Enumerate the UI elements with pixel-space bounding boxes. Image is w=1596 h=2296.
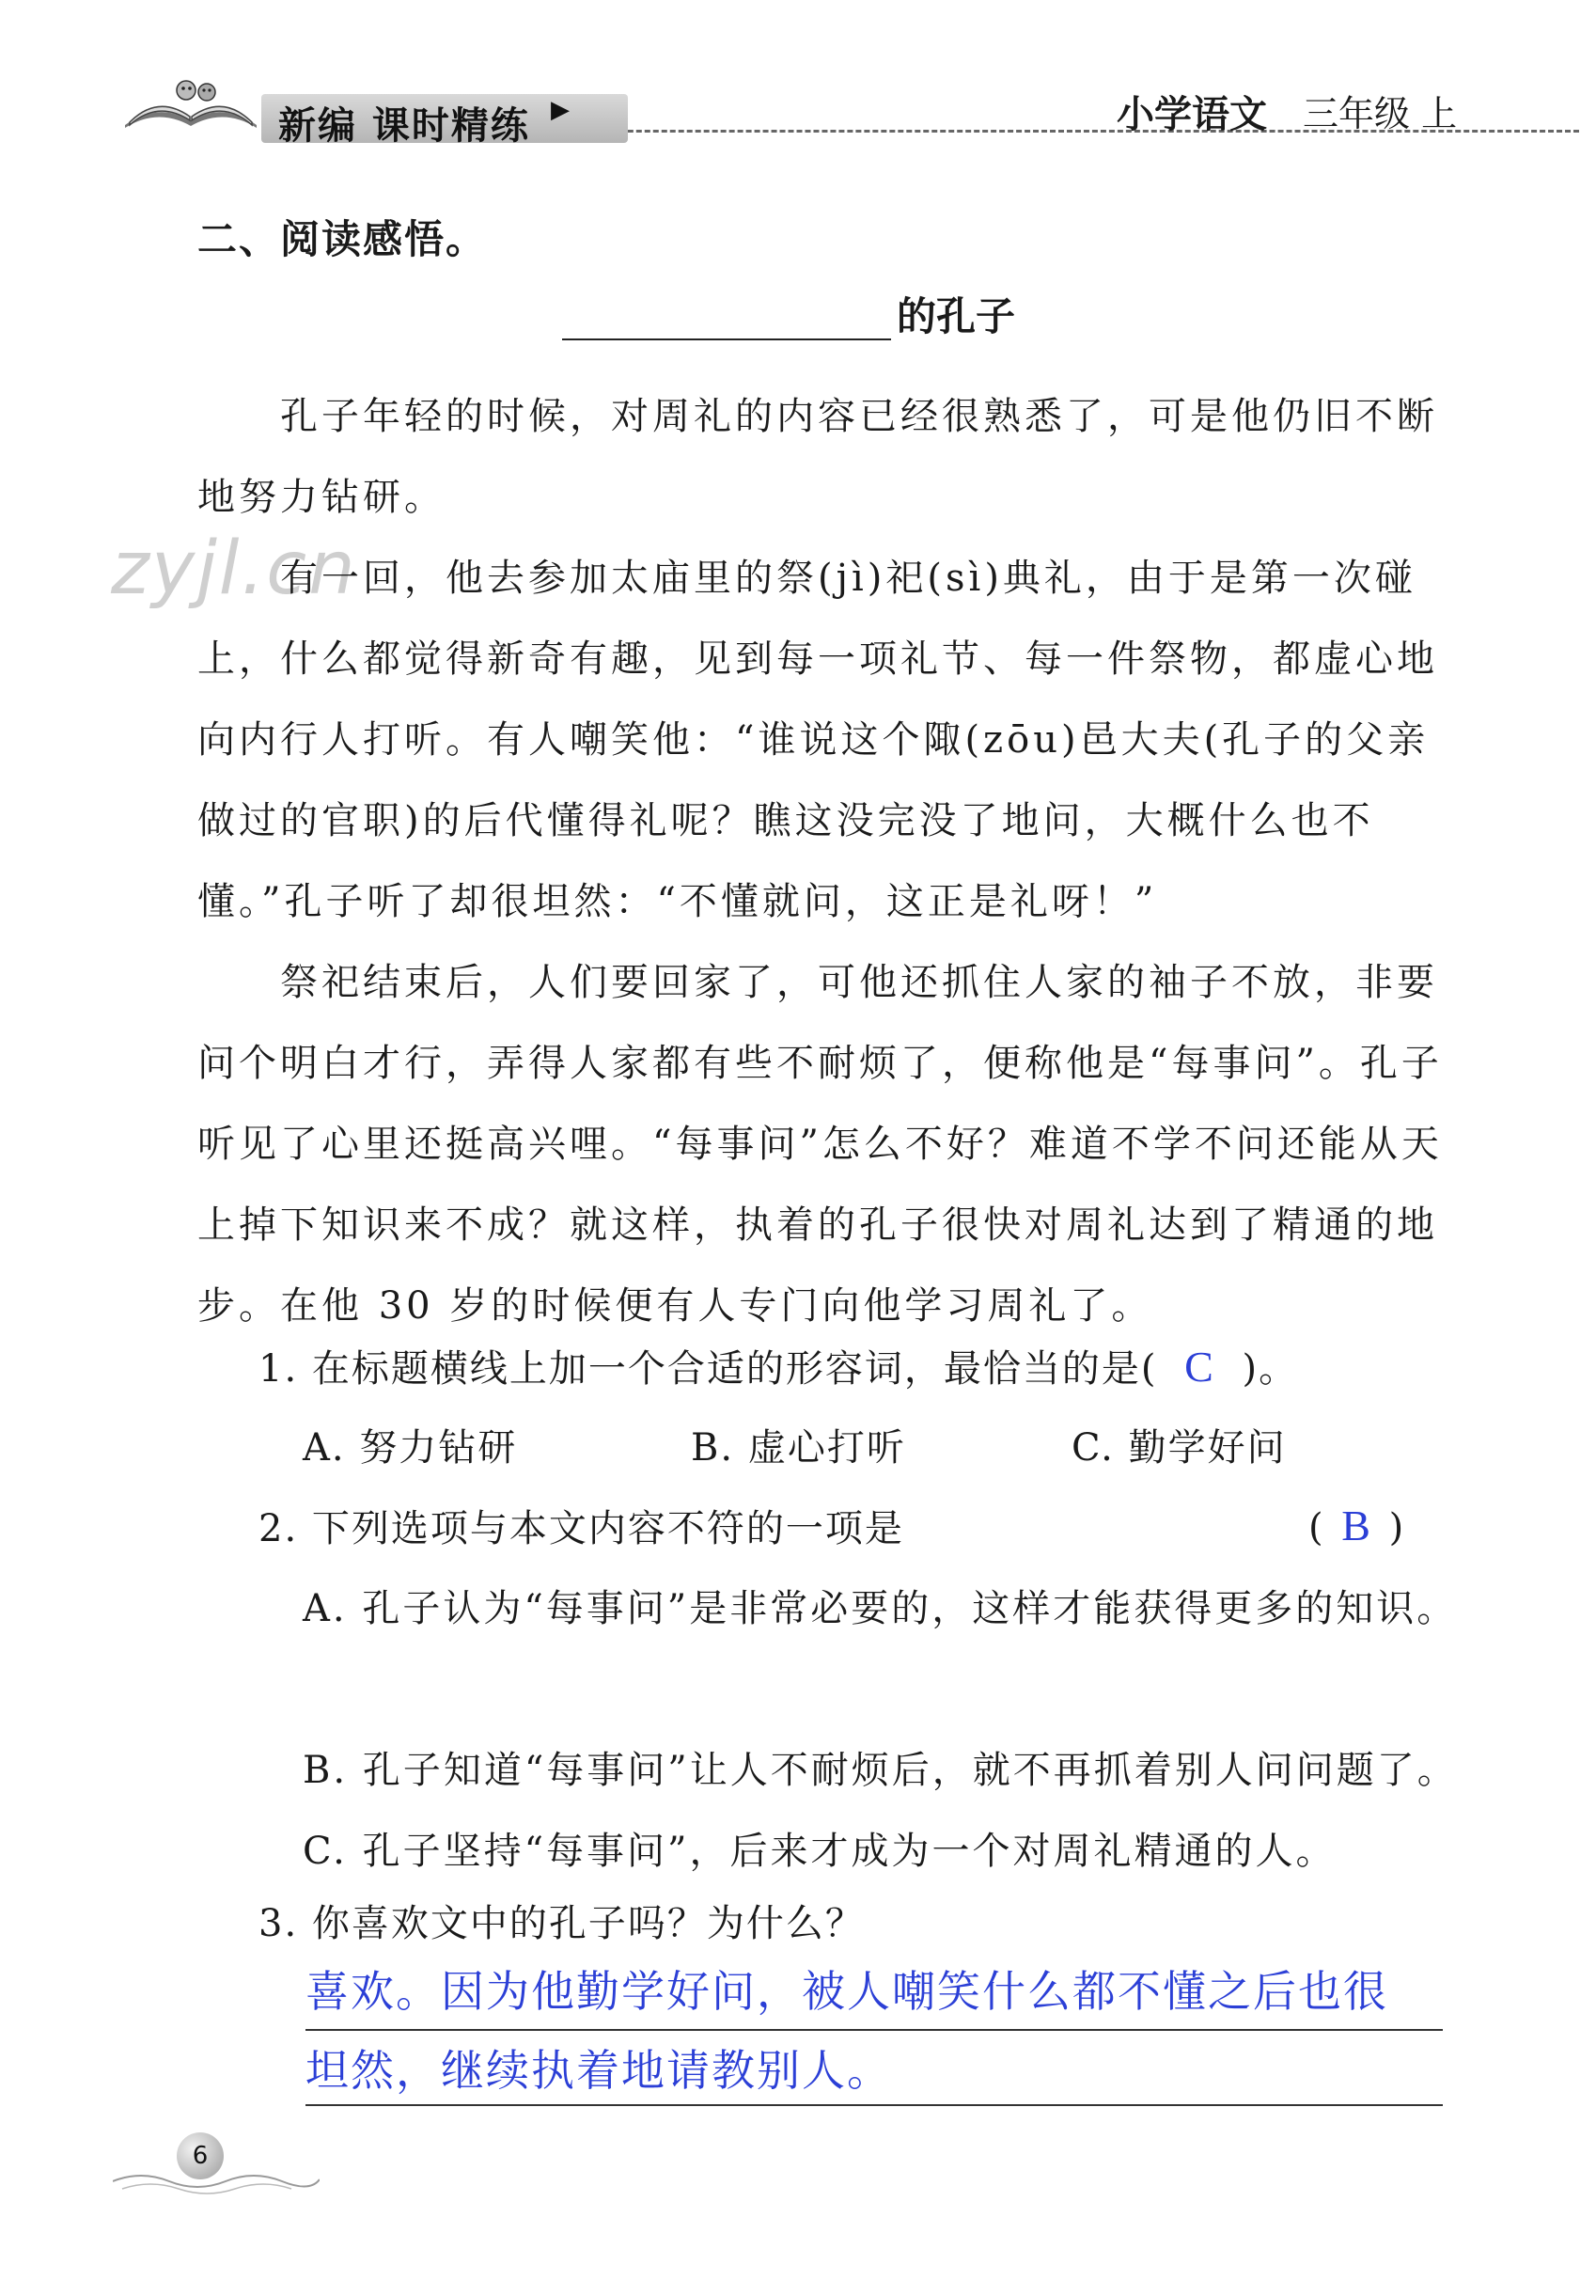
question-2-answer: B: [1341, 1502, 1370, 1549]
open-book-mascot-icon: [120, 73, 261, 130]
q2-option-b: B. 孔子知道“每事问”让人不耐烦后，就不再抓着别人问问题了。: [303, 1749, 1458, 1792]
title-blank-line: [562, 291, 891, 340]
section-title: 二、阅读感悟。: [197, 216, 488, 262]
q1-option-b: B. 虚心打听: [691, 1426, 906, 1470]
answer-rule-1: [305, 2029, 1443, 2031]
question-1-answer: C: [1184, 1343, 1215, 1391]
series-name: 新编 课时精练: [278, 104, 530, 148]
page-number: 6: [177, 2132, 224, 2179]
watermark: zyjl.cn: [111, 527, 357, 611]
paragraph-1: 孔子年轻的时候，对周礼的内容已经很熟悉了，可是他仍旧不断地努力钻研。: [197, 395, 1438, 519]
subject-label: 小学语文: [1117, 93, 1267, 136]
page-header: [111, 45, 1579, 158]
answer-rule-2: [305, 2104, 1443, 2106]
essay-title: [562, 291, 1015, 348]
paren-close: ): [1388, 1506, 1404, 1549]
paragraph-2: 有一回，他去参加太庙里的祭(jì)祀(sì)典礼，由于是第一次碰上，什么都觉得新奇有趣，见到每一项礼节、每一件祭物，都虚心地向内行人打听。有人嘲笑他：“谁说这个陬(zōu)邑大夫(孔子的父亲做过的官职)的后代懂得礼呢？瞧这没完没了地问，大概什么也不懂。”孔子听了却很坦然：“不懂就问，这正是礼呀！”: [197, 557, 1438, 923]
question-1: [258, 1339, 1298, 1397]
paragraph-3: 祭祀结束后，人们要回家了，可他还抓住人家的袖子不放，非要问个明白才行，弄得人家都有些不耐烦了，便称他是“每事问”。孔子听见了心里还挺高兴哩。“每事问”怎么不好？难道不学不问还能从天上掉下知识来不成？就这样，执着的孔子很快对周礼达到了精通的地步。在他 30 岁的时候便有人专门向他学习周礼了。: [197, 961, 1443, 1328]
paren-open: (: [1308, 1506, 1323, 1549]
question-3-text: 3. 你喜欢文中的孔子吗？为什么？: [258, 1902, 865, 1945]
question-1-text: 1. 在标题横线上加一个合适的形容词，最恰当的是(: [258, 1347, 1158, 1391]
q3-answer-line-1: 喜欢。因为他勤学好问，被人嘲笑什么都不懂之后也很: [305, 1966, 1388, 2017]
q3-answer-line-2: 坦然，继续执着地请教别人。: [305, 2045, 892, 2096]
q1-option-a: A. 努力钻研: [303, 1426, 518, 1470]
q1-option-c: C. 勤学好问: [1072, 1426, 1287, 1470]
essay-title-text: 的孔子: [897, 293, 1016, 339]
q2-option-c: C. 孔子坚持“每事问”，后来才成为一个对周礼精通的人。: [303, 1830, 1337, 1873]
question-1-text-end: )。: [1242, 1347, 1299, 1391]
q2-option-a: A. 孔子认为“每事问”是非常必要的，这样才能获得更多的知识。: [303, 1587, 1458, 1630]
triangle-right-icon: ▶: [551, 96, 570, 124]
question-2-answer-box: [1308, 1501, 1403, 1550]
question-2-text: 2. 下列选项与本文内容不符的一项是: [258, 1507, 904, 1550]
grade-label: 三年级 上: [1303, 93, 1458, 134]
